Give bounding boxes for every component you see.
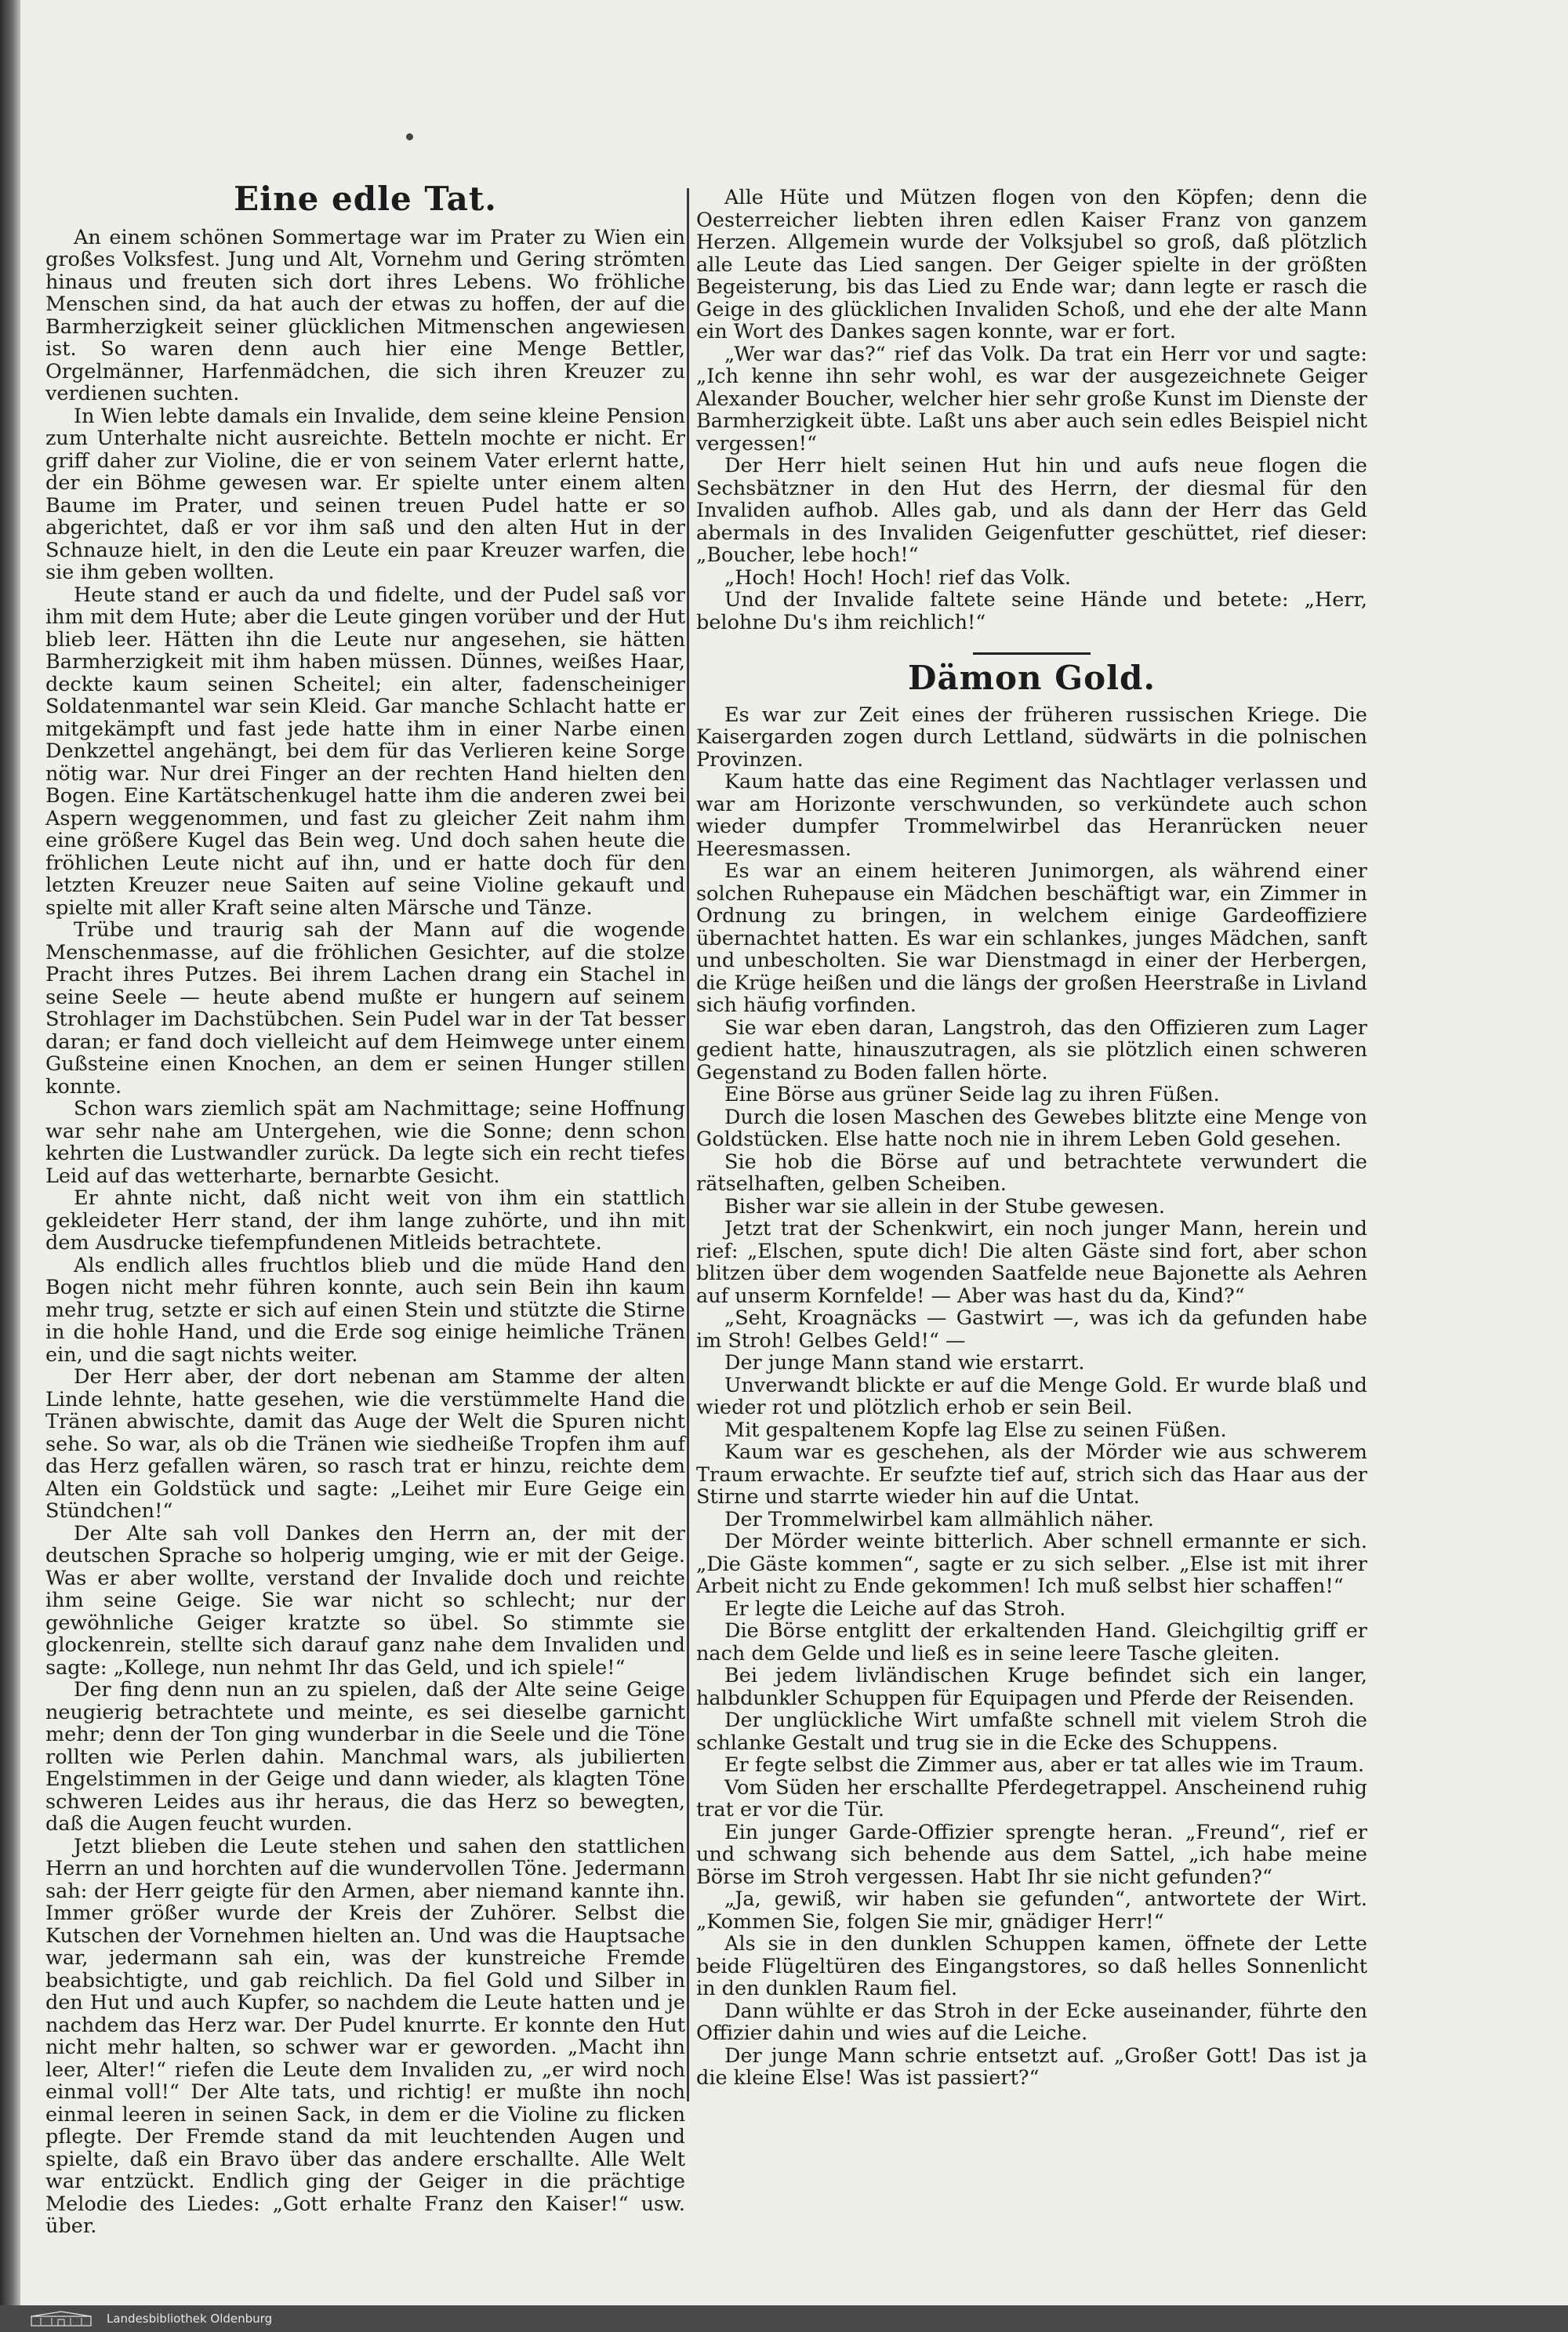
article-paragraph: „Seht, Kroagnäcks — Gastwirt —, was ich da gefunden habe im Stroh! Gelbes Geld!“ —	[696, 1306, 1367, 1353]
article-paragraph: Unverwandt blickte er auf die Menge Gold. Er wurde blaß und wieder rot und plötzlich erhob er sein Beil.	[696, 1373, 1367, 1419]
article-paragraph: Alle Hüte und Mützen flogen von den Köpfen; denn die Oesterreicher liebten ihren edlen Kaiser Franz von ganzem Herzen. Allgemein wurde der Volksjubel so groß, daß plötzlich alle Leute das Lied sangen. Der Geiger spielte in der größten Begeisterung, bis das Lied zu Ende war; dann legte er rasch die Geige in des glücklichen Invaliden Schoß, und ehe der alte Mann ein Wort des Dankes sagen konnte, war er fort.	[696, 186, 1367, 343]
article-paragraph: Sie hob die Börse auf und betrachtete verwundert die rätselhaften, gelben Scheiben.	[696, 1150, 1367, 1196]
article-paragraph: Und der Invalide faltete seine Hände und betete: „Herr, belohne Du's ihm reichlich!“	[696, 588, 1367, 634]
article-paragraph: Kaum hatte das eine Regiment das Nachtlager verlassen und war am Horizonte verschwunden, so verkündete auch schon wieder dumpfer Trommelwirbel das Heranrücken neuer Heeresmassen.	[696, 770, 1367, 861]
article-paragraph: Es war zur Zeit eines der früheren russischen Kriege. Die Kaisergarden zogen durch Lettland, südwärts in die polnischen Provinzen.	[696, 703, 1367, 772]
article-paragraph: Der junge Mann schrie entsetzt auf. „Großer Gott! Das ist ja die kleine Else! Was ist passiert?“	[696, 2043, 1367, 2090]
article-paragraph: Jetzt trat der Schenkwirt, ein noch junger Mann, herein und rief: „Elschen, spute dich! Die alten Gäste sind fort, aber schon blitzen über dem wogenden Saatfelde neue Bajonette als Aehren auf unserm Kornfelde! — Aber was hast du da, Kind?“	[696, 1217, 1367, 1308]
article-paragraph: Heute stand er auch da und fidelte, und der Pudel saß vor ihm mit dem Hute; aber die Leute gingen vorüber und der Hut blieb leer. Hätten ihn die Leute nur angesehen, sie hätten Barmherzigkeit mit ihm haben müssen. Dünnes, weißes Haar, deckte kaum seinen Scheitel; ein alter, fadenscheiniger Soldatenmantel war sein Kleid. Gar manche Schlacht hatte er mitgekämpft und fast jede hatte ihm in einer Narbe einen Denkzettel angehängt, bei dem für das Verlieren keine Sorge nötig war. Nur drei Finger an der rechten Hand hielten den Bogen. Eine Kartätschenkugel hatte ihm die anderen zwei bei Aspern weggenommen, und fast zu gleicher Zeit nahm ihm eine größere Kugel das Bein weg. Und doch sahen heute die fröhlichen Leute nicht auf ihn, und er hatte doch für den letzten Kreuzer neue Saiten auf seine Violine gekauft und spielte mit aller Kraft seine alten Märsche und Tänze.	[45, 583, 685, 920]
article-paragraph: In Wien lebte damals ein Invalide, dem seine kleine Pension zum Unterhalte nicht ausreichte. Betteln mochte er nicht. Er griff daher zur Violine, die er von seinem Vater erlernt hatte, der ein Böhme gewesen war. Er spielte unter einem alten Baume im Prater, und seinen treuen Pudel hatte er so abgerichtet, daß er vor ihm saß und den alten Hut in der Schnauze hielt, in den die Leute ein paar Kreuzer warfen, die sie ihm geben wollten.	[45, 404, 685, 584]
article-paragraph: Es war an einem heiteren Junimorgen, als während einer solchen Ruhepause ein Mädchen beschäftigt war, ein Zimmer in Ordnung zu bringen, in welchem einige Gardeoffiziere übernachtet hatten. Es war ein schlankes, junges Mädchen, sanft und unbescholten. Sie war Dienstmagd in einer der Herbergen, die Krüge heißen und die längs der großen Heerstraße in Livland sich häufig vorfinden.	[696, 859, 1367, 1017]
article-paragraph: Sie war eben daran, Langstroh, das den Offizieren zum Lager gedient hatte, hinauszutragen, als sie plötzlich einen schweren Gegenstand zu Boden fallen hörte.	[696, 1015, 1367, 1084]
newspaper-page	[20, 0, 1568, 2305]
article-paragraph: Er ahnte nicht, daß nicht weit von ihm ein stattlich gekleideter Herr stand, der ihm lange zuhörte, und ihn mit dem Ausdrucke tiefempfundenen Mitleids betrachtete.	[45, 1186, 685, 1255]
article-paragraph: Bei jedem livländischen Kruge befindet sich ein langer, halbdunkler Schuppen für Equipagen und Pferde der Reisenden.	[696, 1664, 1367, 1710]
article-paragraph: Eine Börse aus grüner Seide lag zu ihren Füßen.	[724, 1083, 1220, 1106]
article-paragraph: Der Herr hielt seinen Hut hin und aufs neue flogen die Sechsbätzner in den Hut des Herrn, der diesmal für den Invaliden aufhob. Alles gab, und als dann der Herr das Geld abermals in des Invaliden Geigenfutter geschüttet, rief dieser: „Boucher, lebe hoch!“	[696, 454, 1367, 567]
article-paragraph: Jetzt blieben die Leute stehen und sahen den stattlichen Herrn an und horchten auf die wundervollen Töne. Jedermann sah: der Herr geigte für den Armen, aber niemand kannte ihn. Immer größer wurde der Kreis der Zuhörer. Selbst die Kutschen der Vornehmen hielten an. Und was die Hauptsache war, jedermann sah ein, was der kunstreiche Fremde beabsichtigte, und gab reichlich. Da fiel Gold und Silber in den Hut und auch Kupfer, so nachdem die Leute hatten und je nachdem das Herz war. Der Pudel knurrte. Er konnte den Hut nicht mehr halten, so schwer war er geworden. „Macht ihn leer, Alter!“ riefen die Leute dem Invaliden zu, „er wird noch einmal voll!“ Der Alte tats, und richtig! er mußte ihn noch einmal leeren in seinen Sack, in dem er die Violine zu flicken pflegte. Der Fremde stand da mit leuchtenden Augen und spielte, daß ein Bravo über das andere erschallte. Alle Welt war entzückt. Endlich ging der Geiger in die prächtige Melodie des Liedes: „Gott erhalte Franz den Kaiser!“ usw. über.	[45, 1834, 685, 2238]
article-paragraph: Schon wars ziemlich spät am Nachmittage; seine Hoffnung war sehr nahe am Untergehen, wie die Sonne; denn schon kehrten die Lustwandler zurück. Da legte sich ein recht tiefes Leid auf das wetterharte, bernarbte Gesicht.	[45, 1097, 685, 1188]
article-paragraph: Vom Süden her erschallte Pferdegetrappel. Anscheinend ruhig trat er vor die Tür.	[696, 1775, 1367, 1822]
article-title: Dämon Gold.	[907, 659, 1156, 697]
article-paragraph: Bisher war sie allein in der Stube gewesen.	[724, 1194, 1165, 1219]
section-rule	[973, 652, 1091, 655]
article-paragraph: Die Börse entglitt der erkaltenden Hand. Gleichgiltig griff er nach dem Gelde und ließ es in seine leere Tasche gleiten.	[696, 1619, 1367, 1665]
article-paragraph: Der Trommelwirbel kam allmählich näher.	[724, 1507, 1154, 1531]
column-divider	[687, 188, 689, 2101]
article-paragraph: Als sie in den dunklen Schuppen kamen, öffnete der Lette beide Flügeltüren des Eingangstores, so daß helles Sonnenlicht in den dunklen Raum fiel.	[696, 1932, 1367, 2000]
page-mark	[406, 133, 413, 140]
footer-bar	[0, 2305, 1568, 2332]
book-spine	[0, 0, 20, 2305]
article-paragraph: Dann wühlte er das Stroh in der Ecke auseinander, führte den Offizier dahin und wies auf die Leiche.	[696, 1999, 1367, 2045]
article-paragraph: An einem schönen Sommertage war im Prater zu Wien ein großes Volksfest. Jung und Alt, Vornehm und Gering strömten hinaus und freuten sich dort ihres Lebens. Wo fröhliche Menschen sind, da hat auch der etwas zu hoffen, der auf die Barmherzigkeit seiner glücklichen Mitmenschen angewiesen ist. So waren denn auch hier eine Menge Bettler, Orgelmänner, Harfenmädchen, die sich ihren Kreuzer zu verdienen suchten.	[45, 225, 685, 405]
article-paragraph: Er legte die Leiche auf das Stroh.	[724, 1596, 1066, 1621]
article-paragraph: Der Mörder weinte bitterlich. Aber schnell ermannte er sich. „Die Gäste kommen“, sagte er zu sich selber. „Else ist mit ihrer Arbeit nicht zu Ende gekommen! Ich muß selbst hier schaffen!“	[696, 1530, 1367, 1598]
article-paragraph: Mit gespaltenem Kopfe lag Else zu seinen Füßen.	[724, 1418, 1227, 1442]
left-column	[45, 180, 685, 2238]
article-paragraph: Kaum war es geschehen, als der Mörder wie aus schwerem Traum erwachte. Er seufzte tief auf, strich sich das Haar aus der Stirne und starrte wieder hin auf die Untat.	[696, 1440, 1367, 1509]
article-paragraph: Er fegte selbst die Zimmer aus, aber er tat alles wie im Traum.	[724, 1753, 1365, 1777]
right-column	[696, 187, 1367, 2210]
article-title: Eine edle Tat.	[234, 180, 497, 218]
article-paragraph: Der fing denn nun an zu spielen, daß der Alte seine Geige neugierig betrachtete und meinte, es sei dieselbe garnicht mehr; denn der Ton ging wunderbar in die Seele und die Töne rollten wie Perlen dahin. Manchmal wars, als jubilierten Engelstimmen in der Geige und dann wieder, als klagten Töne schweren Leides aus ihr heraus, die das Herz so bewegten, daß die Augen feucht wurden.	[45, 1678, 685, 1836]
article-paragraph: Der unglückliche Wirt umfaßte schnell mit vielem Stroh die schlanke Gestalt und trug sie in die Ecke des Schuppens.	[696, 1709, 1367, 1755]
article-paragraph: Trübe und traurig sah der Mann auf die wogende Menschenmasse, auf die fröhlichen Gesichter, auf die stolze Pracht ihres Putzes. Bei ihrem Lachen drang ein Stachel in seine Seele — heute abend mußte er hungern auf seinem Strohlager im Dachstübchen. Sein Pudel war in der Tat besser daran; er fand doch vielleicht auf dem Heimwege unter einem Gußsteine einen Knochen, an dem er seinen Hunger stillen konnte.	[45, 918, 685, 1099]
article-paragraph: Der Alte sah voll Dankes den Herrn an, der mit der deutschen Sprache so holperig umging, wie er mit der Geige. Was er aber wollte, verstand der Invalide doch und reichte ihm seine Geige. Sie war nicht so schlecht; nur der gewöhnliche Geiger kratzte so übel. So stimmte sie glockenrein, stellte sich darauf ganz nahe dem Invaliden und sagte: „Kollege, nun nehmt Ihr das Geld, und ich spiele!“	[45, 1521, 685, 1680]
article-paragraph: „Hoch! Hoch! Hoch! rief das Volk.	[724, 565, 1071, 590]
article-paragraph: Ein junger Garde-Offizier sprengte heran. „Freund“, rief er und schwang sich behende aus dem Sattel, „ich habe meine Börse im Stroh vergessen. Habt Ihr sie nicht gefunden?“	[696, 1820, 1367, 1889]
article-paragraph: „Ja, gewiß, wir haben sie gefunden“, antwortete der Wirt. „Kommen Sie, folgen Sie mir, gnädiger Herr!“	[696, 1887, 1367, 1934]
article-paragraph: Der Herr aber, der dort nebenan am Stamme der alten Linde lehnte, hatte gesehen, wie die verstümmelte Hand die Tränen abwischte, damit das Auge der Welt die Spuren nicht sehe. So war, als ob die Tränen wie siedheiße Tropfen ihm auf das Herz gefallen wären, so rasch trat er hinzu, reichte dem Alten ein Goldstück und sagte: „Leihet mir Eure Geige ein Stündchen!“	[45, 1365, 685, 1523]
article-paragraph: Als endlich alles fruchtlos blieb und die müde Hand den Bogen nicht mehr führen konnte, auch sein Bein ihn kaum mehr trug, setzte er sich auf einen Stein und stützte die Stirne in die hohle Hand, und die Erde sog einige heimliche Tränen ein, und die sagt nichts weiter.	[45, 1253, 685, 1367]
article-paragraph: Durch die losen Maschen des Gewebes blitzte eine Menge von Goldstücken. Else hatte noch nie in ihrem Leben Gold gesehen.	[696, 1105, 1367, 1151]
article-paragraph: Der junge Mann stand wie erstarrt.	[724, 1351, 1085, 1375]
library-building-icon	[30, 2311, 93, 2327]
article-paragraph: „Wer war das?“ rief das Volk. Da trat ein Herr vor und sagte: „Ich kenne ihn sehr wohl, es war der ausgezeichnete Geiger Alexander Boucher, welcher hier sehr große Kunst im Dienste der Barmherzigkeit übte. Laßt uns aber auch sein edles Beispiel nicht vergessen!“	[696, 342, 1367, 456]
library-label: Landesbibliothek Oldenburg	[107, 2312, 273, 2326]
